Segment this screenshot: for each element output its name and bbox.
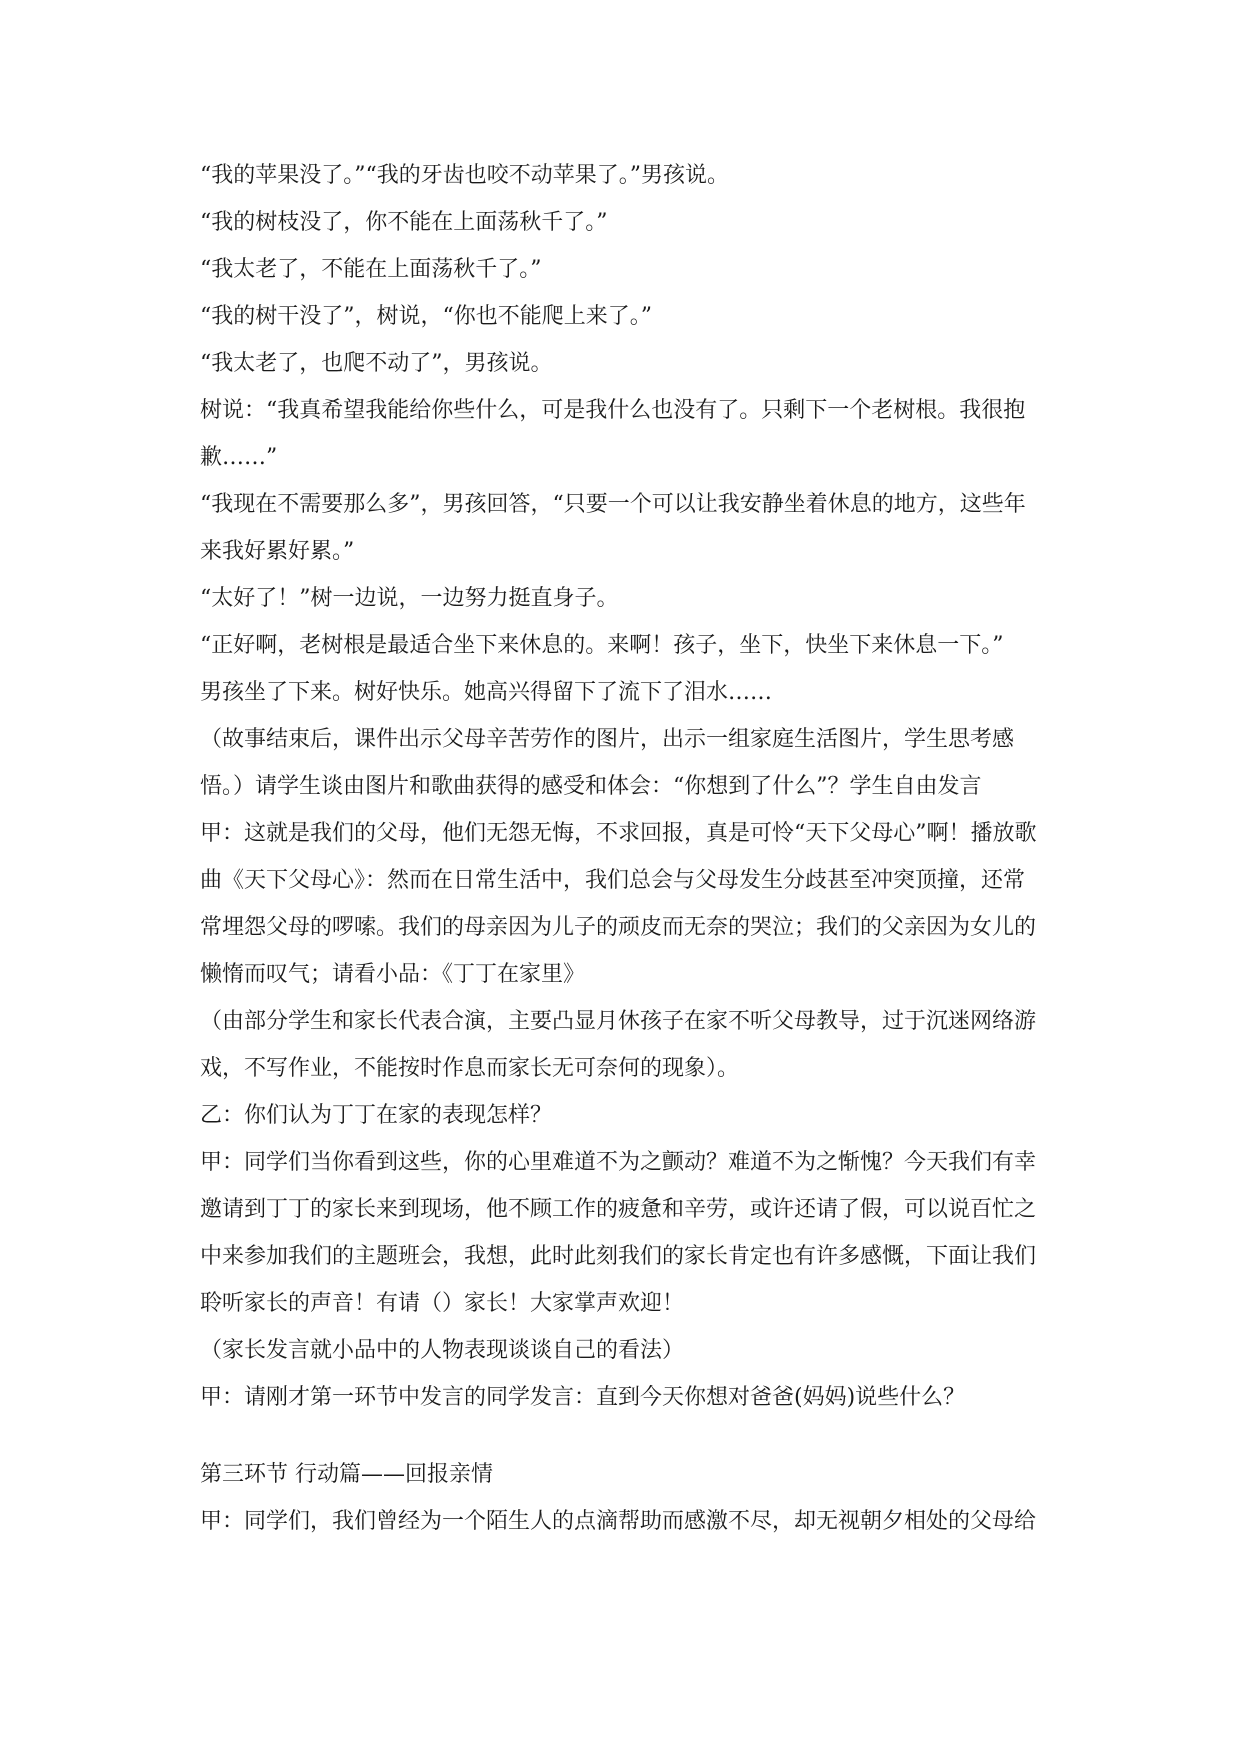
closing-paragraph: 甲：同学们，我们曾经为一个陌生人的点滴帮助而感激不尽，却无视朝夕相处的父母给 xyxy=(200,1509,1037,1534)
paragraph: 男孩坐了下来。树好快乐。她高兴得留下了流下了泪水…… xyxy=(200,680,773,705)
paragraph: 树说：“我真希望我能给你些什么，可是我什么也没有了。只剩下一个老树根。我很抱歉……” xyxy=(200,398,1026,470)
paragraph: 甲：请刚才第一环节中发言的同学发言：直到今天你想对爸爸(妈妈)说些什么？ xyxy=(200,1385,966,1410)
paragraph: “我的树干没了”，树说，“你也不能爬上来了。” xyxy=(200,304,652,329)
paragraph: “太好了！”树一边说，一边努力挺直身子。 xyxy=(200,586,619,611)
paragraph: （家长发言就小品中的人物表现谈谈自己的看法） xyxy=(200,1338,685,1363)
section-heading: 第三环节 行动篇——回报亲情 xyxy=(200,1462,493,1487)
paragraph: 乙：你们认为丁丁在家的表现怎样？ xyxy=(200,1103,553,1128)
paragraph: “我现在不需要那么多”，男孩回答，“只要一个可以让我安静坐着休息的地方，这些年来我好累好累。” xyxy=(200,492,1026,564)
paragraph: “我太老了，不能在上面荡秋千了。” xyxy=(200,257,542,282)
paragraph: （由部分学生和家长代表合演，主要凸显月休孩子在家不听父母教导，过于沉迷网络游戏，不写作业，不能按时作息而家长无可奈何的现象）。 xyxy=(200,1009,1037,1081)
body-text xyxy=(200,152,1040,1545)
paragraph: （故事结束后，课件出示父母辛苦劳作的图片，出示一组家庭生活图片，学生思考感悟。）请学生谈由图片和歌曲获得的感受和体会：“你想到了什么”？学生自由发言 xyxy=(200,727,1015,799)
paragraph: 甲：同学们当你看到这些，你的心里难道不为之颤动？难道不为之惭愧？今天我们有幸邀请到丁丁的家长来到现场，他不顾工作的疲惫和辛劳，或许还请了假，可以说百忙之中来参加我们的主题班会，我想，此时此刻我们的家长肯定也有许多感慨，下面让我们聆听家长的声音！有请（）家长！大家掌声欢迎！ xyxy=(200,1150,1037,1316)
paragraph: “正好啊，老树根是最适合坐下来休息的。来啊！孩子，坐下，快坐下来休息一下。” xyxy=(200,633,1004,658)
paragraph: 甲：这就是我们的父母，他们无怨无悔，不求回报，真是可怜“天下父母心”啊！播放歌曲《天下父母心》：然而在日常生活中，我们总会与父母发生分歧甚至冲突顶撞，还常常埋怨父母的啰嗦。我们的母亲因为儿子的顽皮而无奈的哭泣；我们的父亲因为女儿的懒惰而叹气；请看小品：《丁丁在家里》 xyxy=(200,821,1037,987)
paragraph: “我的苹果没了。”“我的牙齿也咬不动苹果了。”男孩说。 xyxy=(200,163,729,188)
paragraph: “我的树枝没了，你不能在上面荡秋千了。” xyxy=(200,210,608,235)
paragraph: “我太老了，也爬不动了”，男孩说。 xyxy=(200,351,553,376)
